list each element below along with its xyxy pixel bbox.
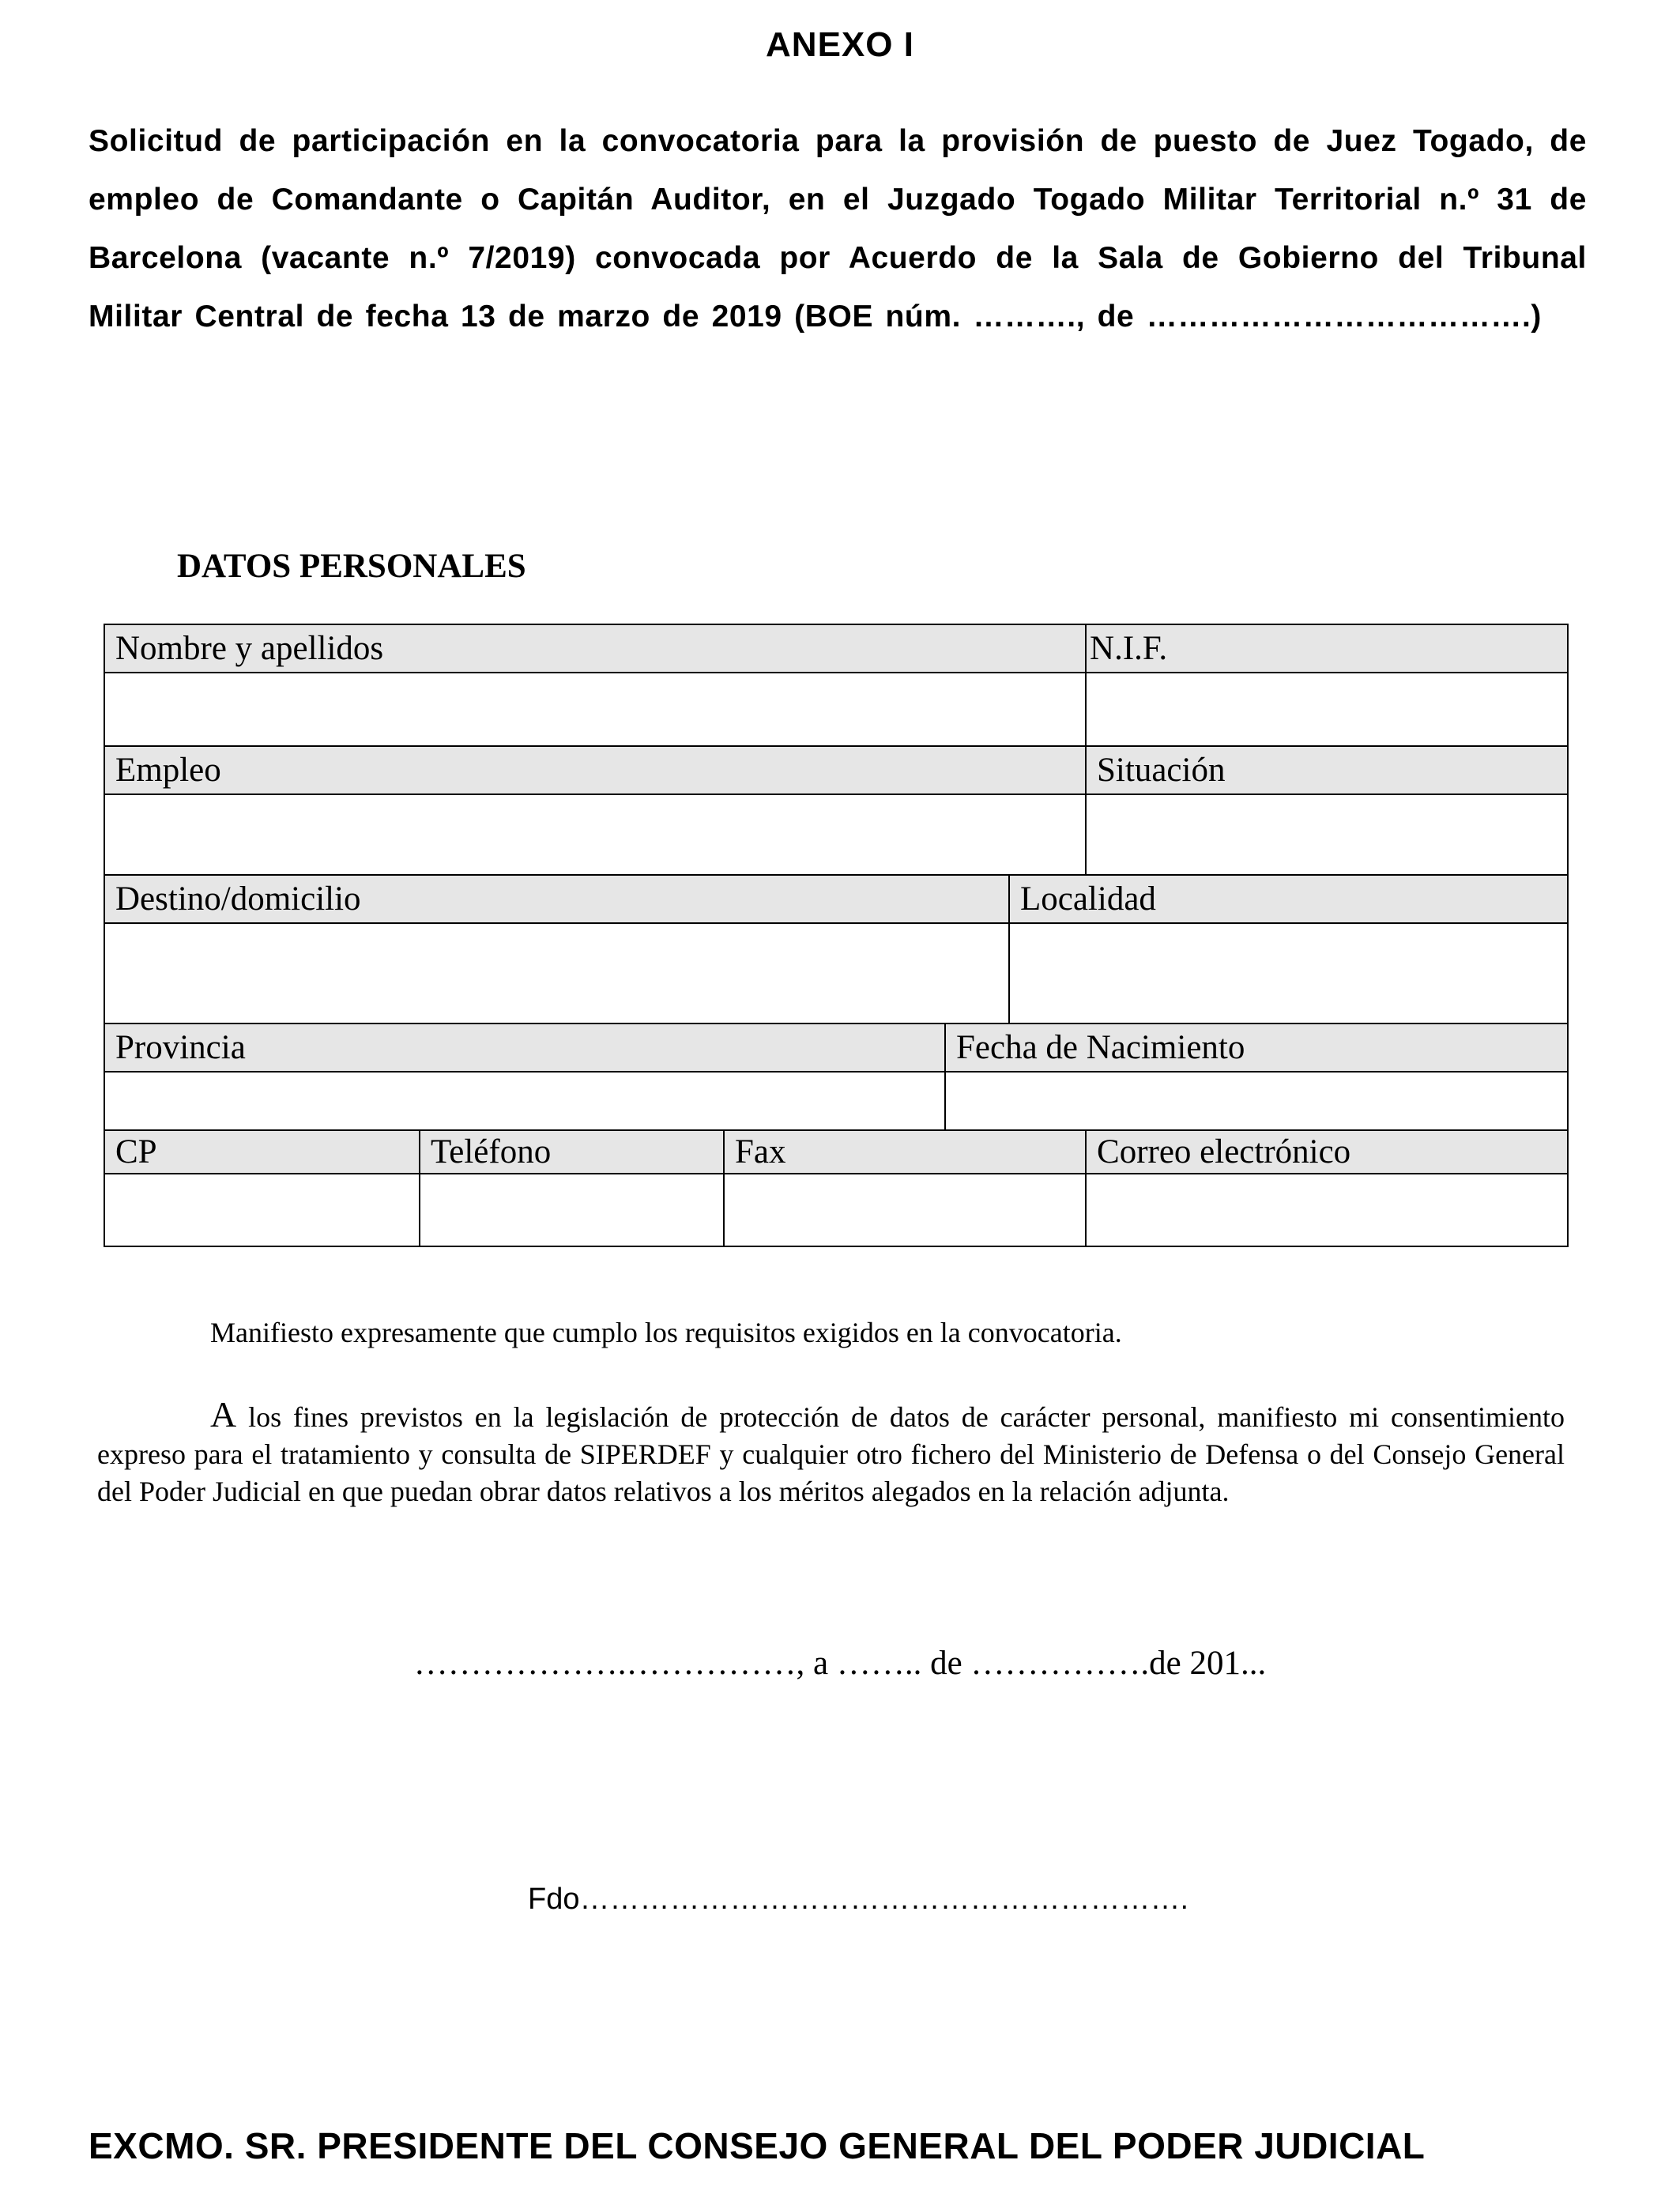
fecha-nacimiento-field[interactable] — [945, 1072, 1568, 1130]
destino-label: Destino/domicilio — [104, 875, 1009, 923]
telefono-field[interactable] — [420, 1174, 724, 1246]
correo-field[interactable] — [1086, 1174, 1568, 1246]
provincia-label: Provincia — [104, 1023, 945, 1072]
section-heading: DATOS PERSONALES — [177, 548, 526, 585]
localidad-field[interactable] — [1009, 923, 1568, 1023]
request-paragraph: Solicitud de participación en la convocatoria para la provisión de puesto de Juez Togado, de empleo de Comandante o Capitán Auditor, en el Juzgado Togado Militar Territorial n.º 31 de Barcelona (vacante n.º 7/2019) convocada por Acuerdo de la Sala de Gobierno del Tribunal Militar Central de fecha 13 de marzo de 2019 (BOE núm. ………., de ……………………………….) — [89, 124, 1587, 334]
personal-data-form — [104, 624, 1569, 1247]
telefono-label: Teléfono — [420, 1130, 724, 1174]
document-title: ANEXO I — [766, 25, 914, 64]
nif-field[interactable] — [1086, 673, 1568, 746]
consent-first-letter: A — [210, 1394, 237, 1434]
fecha-nacimiento-label: Fecha de Nacimiento — [945, 1023, 1568, 1072]
cp-field[interactable] — [104, 1174, 420, 1246]
cp-label: CP — [104, 1130, 420, 1174]
requirements-declaration: Manifiesto expresamente que cumplo los requisitos exigidos en la convocatoria. — [210, 1317, 1122, 1348]
situacion-label: Situación — [1086, 746, 1568, 794]
consent-paragraph — [97, 1396, 1565, 1510]
signature-line: Fdo……………………………………………………. — [528, 1883, 1189, 1916]
localidad-label: Localidad — [1009, 875, 1568, 923]
empleo-field[interactable] — [104, 794, 1086, 875]
situacion-field[interactable] — [1086, 794, 1568, 875]
addressee: EXCMO. SR. PRESIDENTE DEL CONSEJO GENERAL DEL PODER JUDICIAL — [89, 2125, 1426, 2166]
nif-label: N.I.F. — [1086, 624, 1568, 673]
correo-label: Correo electrónico — [1086, 1130, 1568, 1174]
destino-field[interactable] — [104, 923, 1009, 1023]
provincia-field[interactable] — [104, 1072, 945, 1130]
nombre-label: Nombre y apellidos — [104, 624, 1086, 673]
consent-text: los fines previstos en la legislación de protección de datos de carácter personal, manifiesto mi consentimiento expreso para el tratamiento y consulta de SIPERDEF y cualquier otro fichero del Ministerio de Defensa o del Consejo General del Poder Judicial en que puedan obrar datos relativos a los méritos alegados en la relación adjunta. — [97, 1401, 1565, 1507]
place-date-line: ……………….……………, a …….. de …………….de 201... — [413, 1645, 1267, 1682]
nombre-field[interactable] — [104, 673, 1086, 746]
fax-label: Fax — [724, 1130, 1086, 1174]
fax-field[interactable] — [724, 1174, 1086, 1246]
empleo-label: Empleo — [104, 746, 1086, 794]
